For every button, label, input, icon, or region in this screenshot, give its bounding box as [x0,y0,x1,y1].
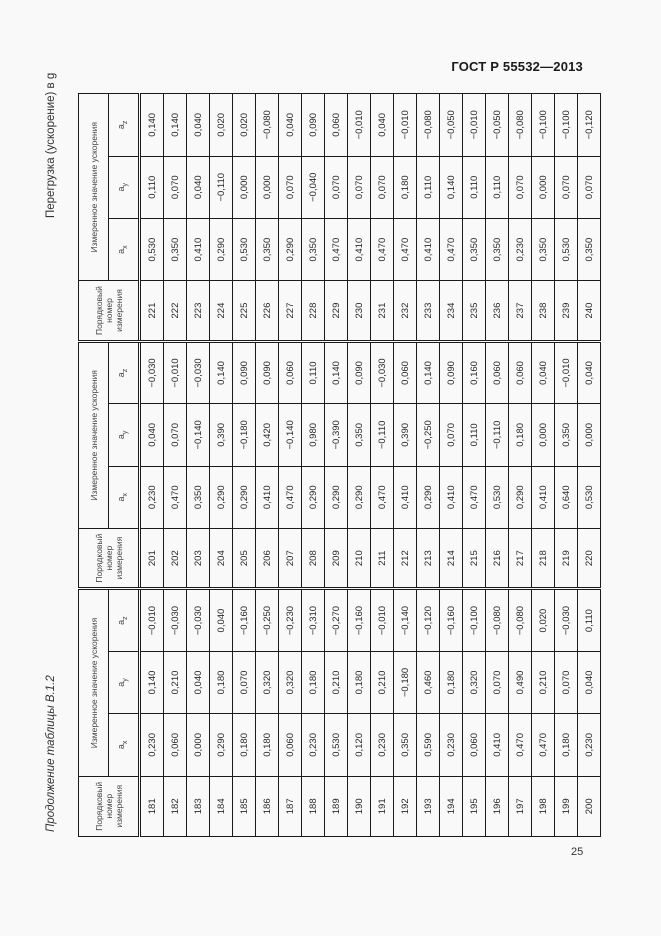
acceleration-y: 0,140 [140,651,164,713]
acceleration-y: −0,110 [371,404,394,466]
acceleration-y: 0,000 [578,404,601,466]
acceleration-x: 0,290 [279,218,302,280]
measurement-number: 207 [279,528,302,588]
acceleration-x: 0,350 [187,466,210,528]
acceleration-x: 0,350 [578,218,601,280]
acceleration-z: −0,030 [140,341,164,403]
acceleration-x: 0,290 [348,466,371,528]
acceleration-z: 0,040 [371,94,394,156]
acceleration-x: 0,470 [325,218,348,280]
acceleration-y: −0,180 [394,651,417,713]
acceleration-z: −0,010 [140,589,164,651]
acceleration-z: 0,140 [164,94,187,156]
acceleration-y: 0,180 [302,651,325,713]
acceleration-z: 0,090 [302,94,325,156]
header-measured-acceleration: Измеренное значение ускорения [79,589,109,776]
acceleration-y: 0,070 [578,156,601,218]
measurement-number: 203 [187,528,210,588]
measurement-number: 204 [210,528,233,588]
acceleration-z: −0,030 [187,589,210,651]
acceleration-x: 0,350 [164,218,187,280]
acceleration-z: 0,090 [348,341,371,403]
acceleration-z: −0,010 [555,341,578,403]
header-measured-acceleration: Измеренное значение ускорения [79,341,109,528]
acceleration-z: −0,100 [463,589,486,651]
measurement-number: 239 [555,281,578,341]
header-axis-z: $a_z$ [109,341,140,403]
acceleration-y: 0,040 [187,651,210,713]
acceleration-z: −0,230 [279,589,302,651]
measurement-number: 192 [394,776,417,836]
table-row [348,94,371,837]
acceleration-x: 0,290 [325,466,348,528]
measurement-number: 232 [394,281,417,341]
acceleration-y: 0,110 [417,156,440,218]
table-row [463,94,486,837]
acceleration-y: 0,040 [578,651,601,713]
acceleration-z: 0,040 [578,341,601,403]
acceleration-y: 0,000 [256,156,279,218]
acceleration-z: −0,050 [486,94,509,156]
acceleration-z: −0,010 [394,94,417,156]
table-row [509,94,532,837]
measurement-number: 238 [532,281,555,341]
acceleration-z: −0,140 [394,589,417,651]
acceleration-x: 0,000 [187,714,210,776]
acceleration-z: −0,270 [325,589,348,651]
measurement-number: 237 [509,281,532,341]
acceleration-y: 0,390 [394,404,417,466]
measurement-number: 181 [140,776,164,836]
acceleration-y: 0,070 [164,404,187,466]
acceleration-y: 0,070 [371,156,394,218]
measurement-number: 240 [578,281,601,341]
acceleration-x: 0,290 [210,466,233,528]
measurement-number: 208 [302,528,325,588]
table-row [417,94,440,837]
acceleration-x: 0,290 [210,714,233,776]
acceleration-x: 0,470 [463,466,486,528]
acceleration-x: 0,410 [187,218,210,280]
acceleration-z: −0,030 [164,589,187,651]
measurement-number: 224 [210,281,233,341]
acceleration-y: 0,070 [440,404,463,466]
acceleration-z: 0,040 [279,94,302,156]
table-row [302,94,325,837]
acceleration-y: 0,070 [348,156,371,218]
acceleration-z: 0,060 [325,94,348,156]
acceleration-x: 0,640 [555,466,578,528]
acceleration-z: −0,160 [440,589,463,651]
acceleration-z: −0,010 [371,589,394,651]
measurement-number: 183 [187,776,210,836]
acceleration-z: 0,060 [394,341,417,403]
acceleration-y: 0,110 [463,156,486,218]
acceleration-x: 0,530 [555,218,578,280]
acceleration-x: 0,060 [463,714,486,776]
acceleration-x: 0,470 [509,714,532,776]
measurement-number: 222 [164,281,187,341]
acceleration-x: 0,350 [486,218,509,280]
acceleration-y: 0,070 [279,156,302,218]
acceleration-y: 0,350 [348,404,371,466]
measurement-number: 210 [348,528,371,588]
acceleration-y: 0,320 [463,651,486,713]
acceleration-z: −0,160 [233,589,256,651]
acceleration-y: 0,210 [371,651,394,713]
table-row [371,94,394,837]
acceleration-z: 0,140 [417,341,440,403]
header-measured-acceleration: Измеренное значение ускорения [79,94,109,281]
acceleration-x: 0,410 [348,218,371,280]
acceleration-x: 0,470 [371,218,394,280]
acceleration-x: 0,410 [486,714,509,776]
acceleration-x: 0,410 [394,466,417,528]
acceleration-y: 0,180 [509,404,532,466]
acceleration-x: 0,230 [578,714,601,776]
acceleration-y: 0,320 [279,651,302,713]
page-number: 25 [571,846,584,858]
acceleration-z: 0,060 [486,341,509,403]
table-row [532,94,555,837]
measurement-number: 194 [440,776,463,836]
acceleration-x: 0,230 [440,714,463,776]
acceleration-z: 0,020 [233,94,256,156]
acceleration-y: 0,040 [187,156,210,218]
acceleration-y: 0,460 [417,651,440,713]
table-row [578,94,601,837]
measurement-number: 209 [325,528,348,588]
acceleration-x: 0,470 [164,466,187,528]
acceleration-x: 0,470 [532,714,555,776]
measurement-table [78,93,601,837]
acceleration-x: 0,180 [256,714,279,776]
acceleration-y: 0,070 [486,651,509,713]
acceleration-y: −0,040 [302,156,325,218]
acceleration-y: −0,140 [187,404,210,466]
measurement-number: 228 [302,281,325,341]
acceleration-z: −0,080 [256,94,279,156]
acceleration-z: 0,090 [440,341,463,403]
acceleration-y: 0,040 [140,404,164,466]
header-axis-y: $a_y$ [109,651,140,713]
acceleration-y: 0,070 [233,651,256,713]
measurement-number: 184 [210,776,233,836]
table-row [325,94,348,837]
acceleration-z: 0,110 [302,341,325,403]
acceleration-z: 0,140 [325,341,348,403]
measurement-number: 188 [302,776,325,836]
acceleration-y: 0,180 [394,156,417,218]
measurement-number: 196 [486,776,509,836]
acceleration-x: 0,530 [233,218,256,280]
acceleration-x: 0,470 [371,466,394,528]
acceleration-z: −0,100 [555,94,578,156]
acceleration-y: 0,390 [210,404,233,466]
header-axis-x: $a_x$ [109,218,140,280]
header-measurement-number: Порядковый номер измерения [79,528,140,588]
acceleration-x: 0,230 [509,218,532,280]
acceleration-y: 0,210 [164,651,187,713]
measurement-number: 193 [417,776,440,836]
acceleration-z: −0,080 [509,94,532,156]
acceleration-x: 0,590 [417,714,440,776]
table-row [394,94,417,837]
acceleration-x: 0,230 [140,466,164,528]
table-row [164,94,187,837]
acceleration-x: 0,410 [256,466,279,528]
document-code: ГОСТ Р 55532—2013 [451,59,583,74]
acceleration-y: 0,140 [440,156,463,218]
acceleration-y: 0,980 [302,404,325,466]
acceleration-y: 0,490 [509,651,532,713]
acceleration-x: 0,350 [256,218,279,280]
acceleration-y: 0,320 [256,651,279,713]
acceleration-x: 0,060 [164,714,187,776]
acceleration-z: 0,060 [509,341,532,403]
table-row [256,94,279,837]
acceleration-x: 0,470 [394,218,417,280]
acceleration-y: 0,000 [233,156,256,218]
acceleration-x: 0,230 [140,714,164,776]
table-row [233,94,256,837]
measurement-number: 205 [233,528,256,588]
acceleration-z: −0,050 [440,94,463,156]
acceleration-y: 0,070 [509,156,532,218]
measurement-number: 206 [256,528,279,588]
acceleration-y: 0,350 [555,404,578,466]
measurement-number: 231 [371,281,394,341]
acceleration-x: 0,180 [555,714,578,776]
acceleration-z: 0,140 [210,341,233,403]
acceleration-z: 0,040 [532,341,555,403]
acceleration-y: −0,250 [417,404,440,466]
measurement-number: 182 [164,776,187,836]
measurement-number: 198 [532,776,555,836]
table-continuation-caption: Продолжение таблицы В.1.2 [45,675,57,832]
measurement-number: 230 [348,281,371,341]
acceleration-x: 0,530 [325,714,348,776]
acceleration-z: 0,110 [578,589,601,651]
acceleration-z: −0,080 [509,589,532,651]
table-row [210,94,233,837]
measurement-number: 190 [348,776,371,836]
measurement-number: 218 [532,528,555,588]
acceleration-x: 0,410 [417,218,440,280]
acceleration-y: 0,180 [440,651,463,713]
acceleration-x: 0,530 [578,466,601,528]
acceleration-z: 0,160 [463,341,486,403]
acceleration-z: −0,160 [348,589,371,651]
acceleration-z: −0,010 [463,94,486,156]
acceleration-z: −0,100 [532,94,555,156]
acceleration-y: 0,420 [256,404,279,466]
overload-caption: Перегрузка (ускорение) в g [45,72,57,218]
acceleration-z: −0,120 [417,589,440,651]
acceleration-y: −0,110 [486,404,509,466]
header-measurement-number: Порядковый номер измерения [79,776,140,836]
measurement-number: 186 [256,776,279,836]
acceleration-z: 0,020 [210,94,233,156]
header-axis-y: $a_y$ [109,156,140,218]
acceleration-z: −0,080 [486,589,509,651]
table-row [555,94,578,837]
header-axis-x: $a_x$ [109,466,140,528]
measurement-number: 200 [578,776,601,836]
acceleration-z: −0,250 [256,589,279,651]
table-row [140,94,164,837]
acceleration-y: −0,110 [210,156,233,218]
measurement-number: 235 [463,281,486,341]
acceleration-z: 0,140 [140,94,164,156]
acceleration-y: 0,070 [555,156,578,218]
acceleration-x: 0,470 [279,466,302,528]
acceleration-y: 0,110 [486,156,509,218]
measurement-number: 211 [371,528,394,588]
measurement-number: 233 [417,281,440,341]
measurement-number: 191 [371,776,394,836]
acceleration-x: 0,120 [348,714,371,776]
acceleration-x: 0,350 [463,218,486,280]
acceleration-x: 0,230 [371,714,394,776]
acceleration-z: 0,040 [187,94,210,156]
measurement-number: 212 [394,528,417,588]
acceleration-x: 0,470 [440,218,463,280]
acceleration-z: −0,010 [164,341,187,403]
acceleration-z: 0,090 [256,341,279,403]
measurement-number: 234 [440,281,463,341]
measurement-number: 189 [325,776,348,836]
acceleration-x: 0,290 [233,466,256,528]
acceleration-z: −0,010 [348,94,371,156]
acceleration-z: −0,030 [187,341,210,403]
acceleration-y: 0,180 [210,651,233,713]
acceleration-x: 0,530 [486,466,509,528]
measurement-number: 226 [256,281,279,341]
acceleration-x: 0,230 [302,714,325,776]
acceleration-y: 0,110 [463,404,486,466]
acceleration-x: 0,350 [394,714,417,776]
header-axis-x: $a_x$ [109,714,140,776]
acceleration-z: 0,040 [210,589,233,651]
acceleration-x: 0,180 [233,714,256,776]
header-measurement-number: Порядковый номер измерения [79,281,140,341]
measurement-number: 185 [233,776,256,836]
measurement-number: 216 [486,528,509,588]
acceleration-z: −0,080 [417,94,440,156]
acceleration-y: 0,210 [532,651,555,713]
acceleration-x: 0,290 [210,218,233,280]
acceleration-y: −0,390 [325,404,348,466]
acceleration-y: −0,140 [279,404,302,466]
acceleration-y: 0,070 [555,651,578,713]
acceleration-y: 0,180 [348,651,371,713]
acceleration-y: 0,070 [164,156,187,218]
acceleration-z: −0,310 [302,589,325,651]
header-axis-z: $a_z$ [109,94,140,156]
table-row [187,94,210,837]
header-axis-z: $a_z$ [109,589,140,651]
acceleration-z: −0,030 [371,341,394,403]
measurement-number: 223 [187,281,210,341]
measurement-number: 202 [164,528,187,588]
measurement-number: 215 [463,528,486,588]
acceleration-z: 0,020 [532,589,555,651]
acceleration-x: 0,410 [532,466,555,528]
measurement-number: 195 [463,776,486,836]
acceleration-y: 0,000 [532,156,555,218]
table-row [486,94,509,837]
acceleration-y: 0,000 [532,404,555,466]
measurement-number: 236 [486,281,509,341]
measurement-number: 197 [509,776,532,836]
measurement-number: 225 [233,281,256,341]
acceleration-y: 0,110 [140,156,164,218]
measurement-number: 199 [555,776,578,836]
measurement-number: 220 [578,528,601,588]
measurement-number: 201 [140,528,164,588]
measurement-number: 214 [440,528,463,588]
acceleration-z: −0,030 [555,589,578,651]
measurement-number: 213 [417,528,440,588]
acceleration-x: 0,290 [509,466,532,528]
acceleration-x: 0,060 [279,714,302,776]
table-row [279,94,302,837]
table-row [440,94,463,837]
measurement-number: 221 [140,281,164,341]
measurement-number: 217 [509,528,532,588]
header-axis-y: $a_y$ [109,404,140,466]
acceleration-x: 0,290 [302,466,325,528]
acceleration-z: 0,060 [279,341,302,403]
measurement-number: 229 [325,281,348,341]
acceleration-x: 0,530 [140,218,164,280]
acceleration-x: 0,290 [417,466,440,528]
measurement-number: 187 [279,776,302,836]
acceleration-x: 0,350 [532,218,555,280]
measurement-table-rotated [78,94,595,837]
acceleration-y: 0,210 [325,651,348,713]
acceleration-x: 0,410 [440,466,463,528]
acceleration-z: 0,090 [233,341,256,403]
acceleration-y: 0,070 [325,156,348,218]
measurement-number: 227 [279,281,302,341]
acceleration-y: −0,180 [233,404,256,466]
acceleration-x: 0,350 [302,218,325,280]
measurement-number: 219 [555,528,578,588]
acceleration-z: −0,120 [578,94,601,156]
